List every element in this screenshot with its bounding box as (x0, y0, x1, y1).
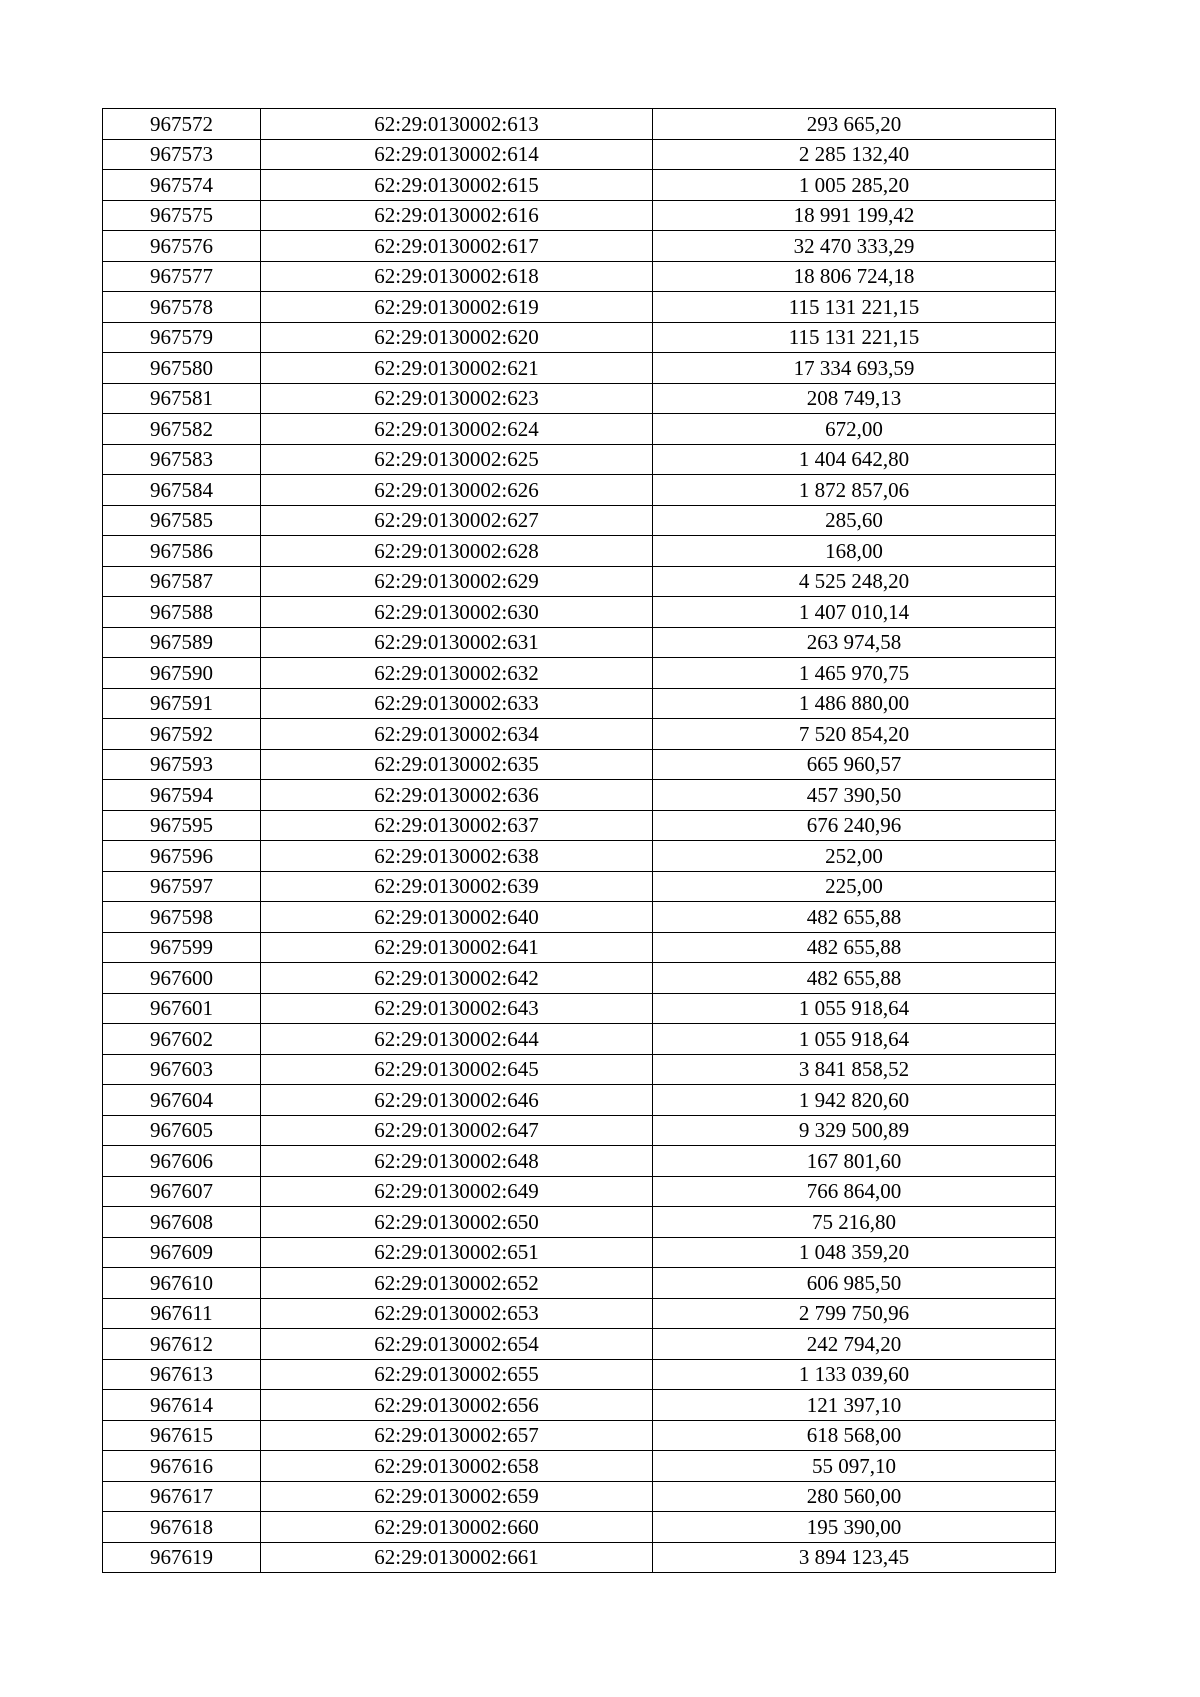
record-number-cell: 967606 (103, 1146, 261, 1177)
cadastral-number-cell: 62:29:0130002:626 (261, 475, 653, 506)
cadastral-number-cell: 62:29:0130002:630 (261, 597, 653, 628)
record-number-cell: 967610 (103, 1268, 261, 1299)
table-row (103, 719, 1056, 750)
cadastral-value-cell: 482 655,88 (653, 963, 1056, 994)
table-row (103, 322, 1056, 353)
cadastral-number-cell: 62:29:0130002:655 (261, 1359, 653, 1390)
record-number-cell: 967574 (103, 170, 261, 201)
record-number-cell: 967608 (103, 1207, 261, 1238)
table-row (103, 1390, 1056, 1421)
table-row (103, 1359, 1056, 1390)
table-row (103, 1481, 1056, 1512)
cadastral-value-cell: 252,00 (653, 841, 1056, 872)
record-number-cell: 967599 (103, 932, 261, 963)
table-row (103, 139, 1056, 170)
cadastral-number-cell: 62:29:0130002:649 (261, 1176, 653, 1207)
cadastral-value-cell: 457 390,50 (653, 780, 1056, 811)
cadastral-value-cell: 1 048 359,20 (653, 1237, 1056, 1268)
cadastral-value-cell: 18 806 724,18 (653, 261, 1056, 292)
table-row (103, 1329, 1056, 1360)
table-row (103, 383, 1056, 414)
table-row (103, 1146, 1056, 1177)
record-number-cell: 967605 (103, 1115, 261, 1146)
table-row (103, 932, 1056, 963)
record-number-cell: 967586 (103, 536, 261, 567)
record-number-cell: 967618 (103, 1512, 261, 1543)
table-row (103, 627, 1056, 658)
cadastral-number-cell: 62:29:0130002:660 (261, 1512, 653, 1543)
cadastral-number-cell: 62:29:0130002:624 (261, 414, 653, 445)
record-number-cell: 967597 (103, 871, 261, 902)
cadastral-value-cell: 1 407 010,14 (653, 597, 1056, 628)
record-number-cell: 967591 (103, 688, 261, 719)
record-number-cell: 967576 (103, 231, 261, 262)
record-number-cell: 967616 (103, 1451, 261, 1482)
table-row (103, 1451, 1056, 1482)
cadastral-value-cell: 32 470 333,29 (653, 231, 1056, 262)
record-number-cell: 967613 (103, 1359, 261, 1390)
cadastral-number-cell: 62:29:0130002:651 (261, 1237, 653, 1268)
cadastral-number-cell: 62:29:0130002:621 (261, 353, 653, 384)
table-row (103, 1207, 1056, 1238)
cadastral-number-cell: 62:29:0130002:637 (261, 810, 653, 841)
table-row (103, 1115, 1056, 1146)
cadastral-number-cell: 62:29:0130002:639 (261, 871, 653, 902)
cadastral-value-cell: 17 334 693,59 (653, 353, 1056, 384)
cadastral-value-cell: 121 397,10 (653, 1390, 1056, 1421)
cadastral-number-cell: 62:29:0130002:641 (261, 932, 653, 963)
cadastral-number-cell: 62:29:0130002:656 (261, 1390, 653, 1421)
cadastral-value-cell: 672,00 (653, 414, 1056, 445)
cadastral-value-cell: 2 285 132,40 (653, 139, 1056, 170)
table-row (103, 566, 1056, 597)
cadastral-number-cell: 62:29:0130002:631 (261, 627, 653, 658)
cadastral-value-cell: 208 749,13 (653, 383, 1056, 414)
table-row (103, 1176, 1056, 1207)
table-row (103, 597, 1056, 628)
cadastral-number-cell: 62:29:0130002:638 (261, 841, 653, 872)
table-row (103, 658, 1056, 689)
record-number-cell: 967607 (103, 1176, 261, 1207)
table-row (103, 261, 1056, 292)
cadastral-number-cell: 62:29:0130002:618 (261, 261, 653, 292)
record-number-cell: 967592 (103, 719, 261, 750)
cadastral-value-cell: 1 133 039,60 (653, 1359, 1056, 1390)
cadastral-number-cell: 62:29:0130002:661 (261, 1542, 653, 1573)
cadastral-value-cell: 4 525 248,20 (653, 566, 1056, 597)
record-number-cell: 967601 (103, 993, 261, 1024)
record-number-cell: 967612 (103, 1329, 261, 1360)
record-number-cell: 967585 (103, 505, 261, 536)
record-number-cell: 967609 (103, 1237, 261, 1268)
cadastral-number-cell: 62:29:0130002:636 (261, 780, 653, 811)
record-number-cell: 967583 (103, 444, 261, 475)
cadastral-number-cell: 62:29:0130002:647 (261, 1115, 653, 1146)
cadastral-number-cell: 62:29:0130002:620 (261, 322, 653, 353)
cadastral-value-cell: 167 801,60 (653, 1146, 1056, 1177)
cadastral-number-cell: 62:29:0130002:658 (261, 1451, 653, 1482)
cadastral-value-cell: 1 872 857,06 (653, 475, 1056, 506)
cadastral-number-cell: 62:29:0130002:650 (261, 1207, 653, 1238)
table-row (103, 810, 1056, 841)
cadastral-value-cell: 1 465 970,75 (653, 658, 1056, 689)
cadastral-value-cell: 2 799 750,96 (653, 1298, 1056, 1329)
cadastral-value-cell: 115 131 221,15 (653, 292, 1056, 323)
cadastral-number-cell: 62:29:0130002:645 (261, 1054, 653, 1085)
table-row (103, 871, 1056, 902)
table-row (103, 231, 1056, 262)
record-number-cell: 967615 (103, 1420, 261, 1451)
table-row (103, 444, 1056, 475)
record-number-cell: 967575 (103, 200, 261, 231)
record-number-cell: 967614 (103, 1390, 261, 1421)
cadastral-number-cell: 62:29:0130002:654 (261, 1329, 653, 1360)
cadastral-value-cell: 3 894 123,45 (653, 1542, 1056, 1573)
record-number-cell: 967604 (103, 1085, 261, 1116)
record-number-cell: 967588 (103, 597, 261, 628)
record-number-cell: 967582 (103, 414, 261, 445)
record-number-cell: 967578 (103, 292, 261, 323)
table-row (103, 170, 1056, 201)
table-row (103, 993, 1056, 1024)
record-number-cell: 967577 (103, 261, 261, 292)
cadastral-number-cell: 62:29:0130002:629 (261, 566, 653, 597)
record-number-cell: 967595 (103, 810, 261, 841)
record-number-cell: 967572 (103, 109, 261, 140)
record-number-cell: 967573 (103, 139, 261, 170)
table-row (103, 109, 1056, 140)
cadastral-number-cell: 62:29:0130002:632 (261, 658, 653, 689)
record-number-cell: 967590 (103, 658, 261, 689)
cadastral-value-cell: 75 216,80 (653, 1207, 1056, 1238)
cadastral-number-cell: 62:29:0130002:635 (261, 749, 653, 780)
cadastral-value-cell: 1 055 918,64 (653, 993, 1056, 1024)
cadastral-number-cell: 62:29:0130002:659 (261, 1481, 653, 1512)
table-row (103, 536, 1056, 567)
cadastral-value-cell: 766 864,00 (653, 1176, 1056, 1207)
record-number-cell: 967598 (103, 902, 261, 933)
cadastral-number-cell: 62:29:0130002:616 (261, 200, 653, 231)
cadastral-value-cell: 1 404 642,80 (653, 444, 1056, 475)
cadastral-value-cell: 618 568,00 (653, 1420, 1056, 1451)
record-number-cell: 967593 (103, 749, 261, 780)
cadastral-value-cell: 1 942 820,60 (653, 1085, 1056, 1116)
cadastral-value-cell: 280 560,00 (653, 1481, 1056, 1512)
record-number-cell: 967619 (103, 1542, 261, 1573)
cadastral-value-cell: 482 655,88 (653, 902, 1056, 933)
record-number-cell: 967584 (103, 475, 261, 506)
cadastral-number-cell: 62:29:0130002:625 (261, 444, 653, 475)
cadastral-value-cell: 1 005 285,20 (653, 170, 1056, 201)
record-number-cell: 967594 (103, 780, 261, 811)
record-number-cell: 967589 (103, 627, 261, 658)
table-row (103, 1420, 1056, 1451)
table-row (103, 200, 1056, 231)
table-row (103, 1237, 1056, 1268)
cadastral-value-cell: 225,00 (653, 871, 1056, 902)
cadastral-value-cell: 115 131 221,15 (653, 322, 1056, 353)
table-row (103, 1298, 1056, 1329)
cadastral-number-cell: 62:29:0130002:613 (261, 109, 653, 140)
record-number-cell: 967611 (103, 1298, 261, 1329)
table-row (103, 1054, 1056, 1085)
cadastral-number-cell: 62:29:0130002:628 (261, 536, 653, 567)
table-row (103, 1024, 1056, 1055)
cadastral-value-cell: 665 960,57 (653, 749, 1056, 780)
table-row (103, 1512, 1056, 1543)
cadastral-value-cell: 293 665,20 (653, 109, 1056, 140)
cadastral-value-cell: 55 097,10 (653, 1451, 1056, 1482)
cadastral-value-cell: 606 985,50 (653, 1268, 1056, 1299)
cadastral-value-cell: 168,00 (653, 536, 1056, 567)
cadastral-number-cell: 62:29:0130002:652 (261, 1268, 653, 1299)
cadastral-number-cell: 62:29:0130002:623 (261, 383, 653, 414)
table-body (103, 109, 1056, 1573)
cadastral-number-cell: 62:29:0130002:614 (261, 139, 653, 170)
cadastral-number-cell: 62:29:0130002:640 (261, 902, 653, 933)
record-number-cell: 967587 (103, 566, 261, 597)
cadastral-number-cell: 62:29:0130002:619 (261, 292, 653, 323)
record-number-cell: 967581 (103, 383, 261, 414)
record-number-cell: 967580 (103, 353, 261, 384)
cadastral-number-cell: 62:29:0130002:627 (261, 505, 653, 536)
record-number-cell: 967602 (103, 1024, 261, 1055)
cadastral-value-cell: 482 655,88 (653, 932, 1056, 963)
cadastral-value-cell: 1 055 918,64 (653, 1024, 1056, 1055)
cadastral-number-cell: 62:29:0130002:633 (261, 688, 653, 719)
table-row (103, 414, 1056, 445)
cadastral-number-cell: 62:29:0130002:617 (261, 231, 653, 262)
cadastral-number-cell: 62:29:0130002:648 (261, 1146, 653, 1177)
cadastral-value-cell: 18 991 199,42 (653, 200, 1056, 231)
table-row (103, 749, 1056, 780)
cadastral-value-cell: 242 794,20 (653, 1329, 1056, 1360)
table-row (103, 902, 1056, 933)
cadastral-number-cell: 62:29:0130002:653 (261, 1298, 653, 1329)
cadastral-value-cell: 263 974,58 (653, 627, 1056, 658)
cadastral-value-cell: 676 240,96 (653, 810, 1056, 841)
table-row (103, 353, 1056, 384)
table-row (103, 963, 1056, 994)
table-row (103, 292, 1056, 323)
cadastral-value-table (102, 108, 1056, 1573)
record-number-cell: 967600 (103, 963, 261, 994)
cadastral-value-cell: 9 329 500,89 (653, 1115, 1056, 1146)
table-row (103, 841, 1056, 872)
record-number-cell: 967596 (103, 841, 261, 872)
cadastral-number-cell: 62:29:0130002:643 (261, 993, 653, 1024)
table-row (103, 475, 1056, 506)
table-row (103, 688, 1056, 719)
cadastral-number-cell: 62:29:0130002:634 (261, 719, 653, 750)
table-row (103, 1542, 1056, 1573)
cadastral-value-cell: 7 520 854,20 (653, 719, 1056, 750)
record-number-cell: 967579 (103, 322, 261, 353)
table-row (103, 505, 1056, 536)
record-number-cell: 967617 (103, 1481, 261, 1512)
cadastral-value-cell: 285,60 (653, 505, 1056, 536)
table-row (103, 780, 1056, 811)
cadastral-number-cell: 62:29:0130002:642 (261, 963, 653, 994)
cadastral-number-cell: 62:29:0130002:646 (261, 1085, 653, 1116)
cadastral-number-cell: 62:29:0130002:644 (261, 1024, 653, 1055)
record-number-cell: 967603 (103, 1054, 261, 1085)
cadastral-number-cell: 62:29:0130002:657 (261, 1420, 653, 1451)
cadastral-value-cell: 1 486 880,00 (653, 688, 1056, 719)
table-row (103, 1085, 1056, 1116)
cadastral-value-cell: 3 841 858,52 (653, 1054, 1056, 1085)
table-row (103, 1268, 1056, 1299)
cadastral-value-cell: 195 390,00 (653, 1512, 1056, 1543)
cadastral-number-cell: 62:29:0130002:615 (261, 170, 653, 201)
